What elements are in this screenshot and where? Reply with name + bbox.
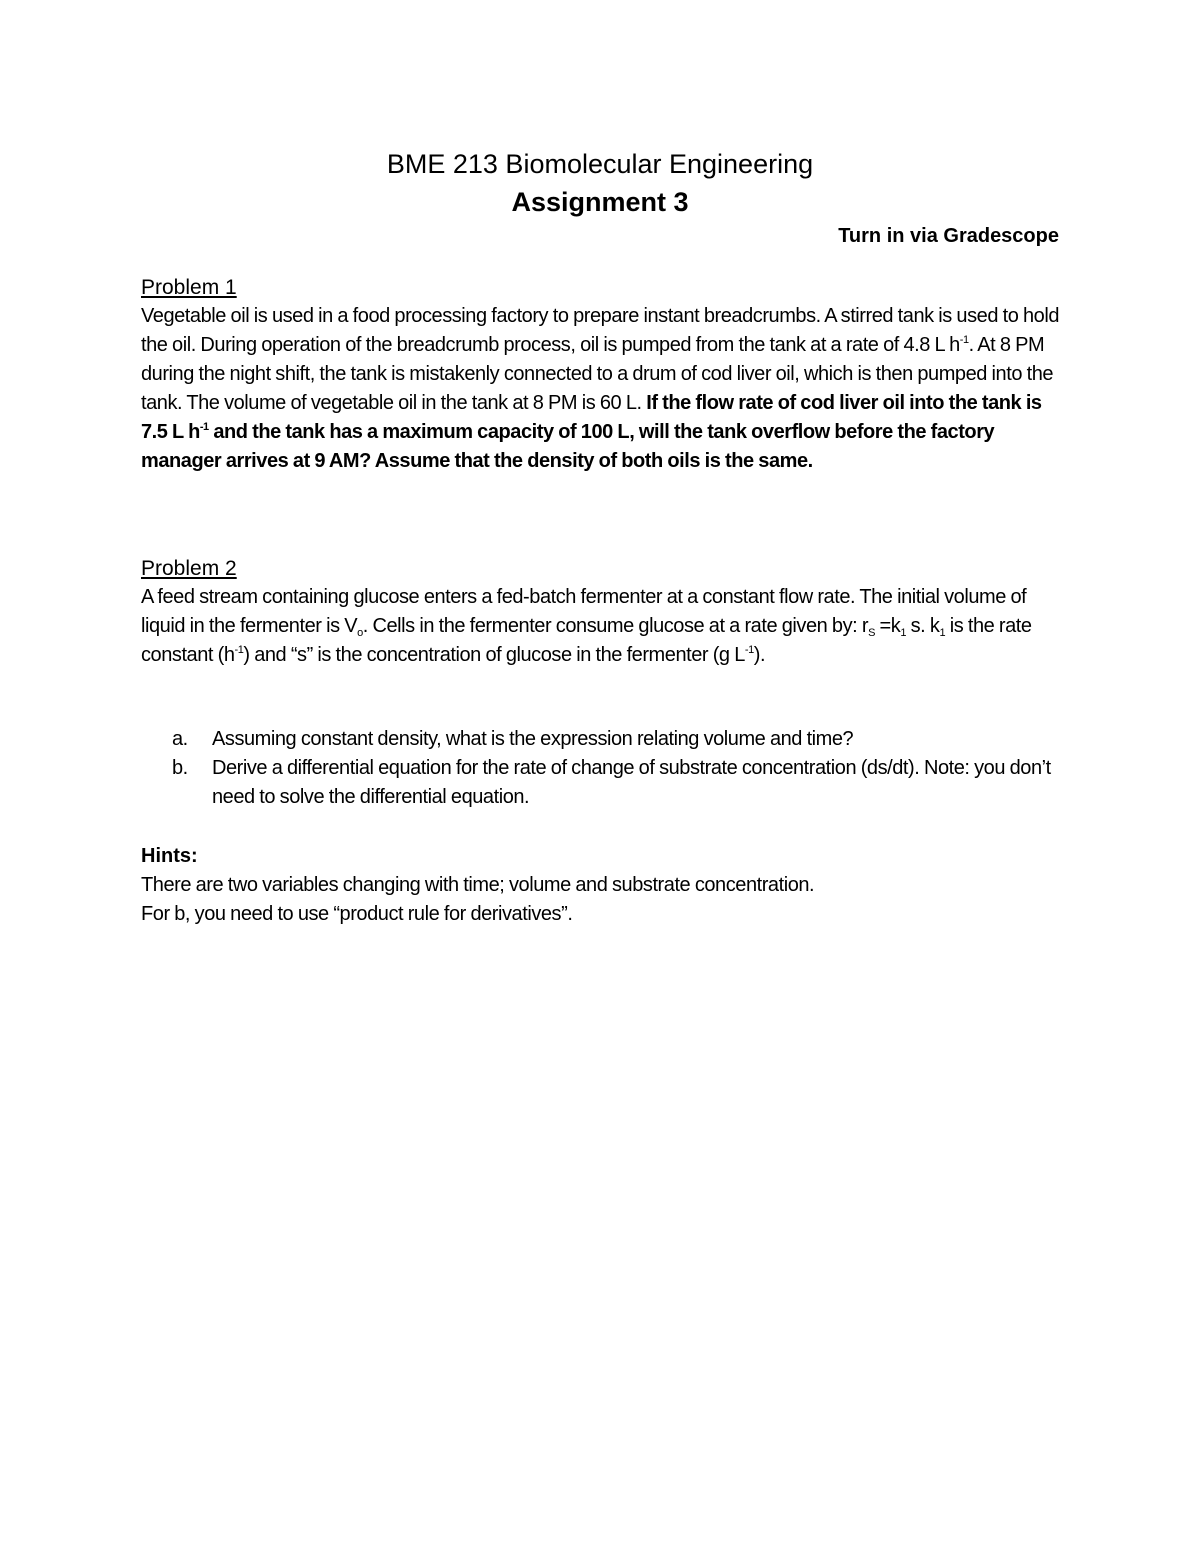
list-item-text: Derive a differential equation for the rate of change of substrate concentration (ds/dt). Note: you don’t need to solve the differential equation. bbox=[212, 757, 1051, 808]
hint-line: For b, you need to use “product rule for derivatives”. bbox=[141, 903, 573, 925]
problem-2-text bbox=[141, 583, 1071, 670]
list-item bbox=[172, 754, 1072, 812]
problem-1-question-part: If the flow rate of cod liver oil into the tank is 7.5 L h bbox=[141, 392, 1042, 443]
course-title: BME 213 Biomolecular Engineering bbox=[386, 149, 814, 179]
problem-2-text-part: =k bbox=[874, 615, 901, 637]
subscript: o bbox=[357, 627, 363, 639]
hints-title: Hints: bbox=[141, 845, 198, 867]
problem-2-section bbox=[141, 555, 1071, 670]
problem-1-question-part: and the tank has a maximum capacity of 100 L, will the tank overflow before the factory manager arrives at 9 AM? Assume that the density of both oils is the same. bbox=[141, 421, 995, 472]
list-marker: b. bbox=[172, 757, 188, 779]
problem-1-heading: Problem 1 bbox=[141, 276, 237, 299]
submission-note: Turn in via Gradescope bbox=[838, 225, 1059, 247]
hints-section bbox=[141, 842, 1071, 929]
problem-1-text bbox=[141, 302, 1071, 476]
subscript: 1 bbox=[939, 627, 946, 639]
superscript: -1 bbox=[744, 644, 754, 656]
problem-1-text-part: Vegetable oil is used in a food processing factory to prepare instant breadcrumbs. A stirred tank is used to hold the oil. During operation of the breadcrumb process, oil is pumped from the tank at a rate of 4.8 L h bbox=[141, 305, 1059, 356]
problem-2-heading: Problem 2 bbox=[141, 557, 237, 580]
problem-2-text-part: s. k bbox=[906, 615, 940, 637]
problem-1-text-part: . At 8 PM during the night shift, the tank is mistakenly connected to a drum of cod liver oil, which is then pumped into the tank. The volume of vegetable oil in the tank at 8 PM is 60 L. bbox=[141, 334, 1054, 414]
subscript: 1 bbox=[900, 627, 907, 639]
superscript: -1 bbox=[199, 421, 209, 433]
problem-2-text-part: is the rate constant (h bbox=[141, 615, 1032, 666]
assignment-title: Assignment 3 bbox=[511, 187, 689, 217]
list-item bbox=[172, 725, 1072, 754]
superscript: -1 bbox=[234, 644, 244, 656]
hint-line: There are two variables changing with time; volume and substrate concentration. bbox=[141, 874, 815, 896]
list-marker: a. bbox=[172, 728, 188, 750]
problem-2-text-part: ). bbox=[753, 644, 766, 666]
problem-2-text-part: . Cells in the fermenter consume glucose at a rate given by: r bbox=[362, 615, 869, 637]
superscript: -1 bbox=[959, 334, 969, 346]
subscript: S bbox=[868, 627, 875, 639]
problem-1-section bbox=[141, 274, 1071, 476]
problem-2-text-part: ) and “s” is the concentration of glucose in the fermenter (g L bbox=[243, 644, 745, 666]
problem-2-questions bbox=[172, 725, 1072, 812]
problem-2-text-part: A feed stream containing glucose enters a fed-batch fermenter at a constant flow rate. The initial volume of liquid in the fermenter is V bbox=[141, 586, 1027, 637]
list-item-text: Assuming constant density, what is the expression relating volume and time? bbox=[212, 728, 854, 750]
